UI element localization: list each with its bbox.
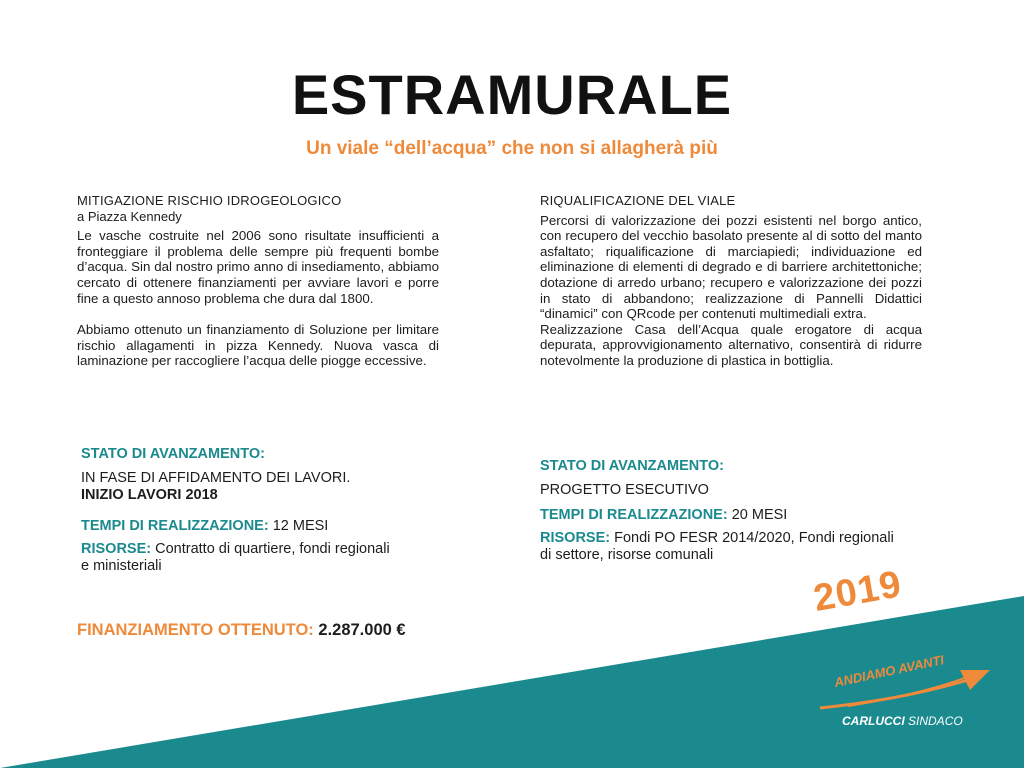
right-paragraph-2: Realizzazione Casa dell’Acqua quale erogatore di acqua depurata, approvvigionamento alternativo, consentirà di ridurre notevolmente la produzione di plastica in bottiglia. <box>540 321 922 368</box>
logo-name-bold: CARLUCCI <box>842 714 905 728</box>
left-risorse-row <box>81 541 401 575</box>
right-tempi-row <box>540 507 910 524</box>
right-stato-label: STATO DI AVANZAMENTO: <box>540 458 724 474</box>
page-subtitle: Un viale “dell’acqua” che non si allagherà più <box>306 138 718 159</box>
right-heading: RIQUALIFICAZIONE DEL VIALE <box>540 193 736 208</box>
right-stato-value: PROGETTO ESECUTIVO <box>540 482 709 498</box>
left-paragraph-2: Abbiamo ottenuto un finanziamento di Soluzione per limitare rischio allagamenti in pizza Kennedy. Nuova vasca di laminazione per raccogliere l’acqua delle piogge eccessive. <box>77 322 439 369</box>
page-title: ESTRAMURALE <box>291 63 733 126</box>
left-risorse-value: Contratto di quartiere, fondi regionali e ministeriali <box>81 541 390 574</box>
year-badge: 2019 <box>810 563 906 621</box>
financing-line <box>77 621 406 640</box>
right-risorse-row <box>540 530 900 564</box>
left-tempi-row <box>81 518 421 535</box>
left-column <box>77 193 439 369</box>
financing-label: FINANZIAMENTO OTTENUTO: <box>77 621 314 639</box>
left-stato-label: STATO DI AVANZAMENTO: <box>81 446 265 462</box>
right-tempi-label: TEMPI DI REALIZZAZIONE: <box>540 507 728 523</box>
right-status-block <box>540 458 910 564</box>
right-tempi-value: 20 MESI <box>731 507 788 523</box>
left-heading: MITIGAZIONE RISCHIO IDROGEOLOGICO <box>77 193 342 208</box>
left-subheading: a Piazza Kennedy <box>77 208 182 224</box>
right-risorse-label: RISORSE: <box>540 530 611 546</box>
logo-name <box>842 714 963 728</box>
logo-name-rest: SINDACO <box>908 714 963 728</box>
right-paragraph-1: Percorsi di valorizzazione dei pozzi esistenti nel borgo antico, con recupero del vecchio basolato presente al di sotto del manto asfaltato; riqualificazione di marciapiedi; individuazione ed eliminazione di elementi di degrado e di barriere architettoniche; dotazione di arredo urbano; recupero e valorizzazione dei pozzi in stato di abbandono; realizzazione di Pannelli Didattici “dinamici” con QRcode per contenuti multimediali extra. <box>540 212 922 322</box>
left-tempi-label: TEMPI DI REALIZZAZIONE: <box>81 518 269 534</box>
logo-slogan: ANDIAMO AVANTI <box>832 652 946 690</box>
left-paragraph-1: Le vasche costruite nel 2006 sono risultate insufficienti a fronteggiare il problema delle sempre più frequenti bombe d’acqua. Sin dal nostro primo anno di insediamento, abbiamo cercato di ottenere finanziamenti per avviare lavori e porre fine a questo annoso problema che dura dal 1800. <box>77 228 439 306</box>
right-risorse-value: Fondi PO FESR 2014/2020, Fondi regionali di settore, risorse comunali <box>540 530 894 563</box>
left-stato-value-2: INIZIO LAVORI 2018 <box>81 487 218 503</box>
right-column <box>540 193 922 369</box>
left-stato-value: IN FASE DI AFFIDAMENTO DEI LAVORI. <box>81 470 351 486</box>
left-risorse-label: RISORSE: <box>81 541 152 557</box>
left-status-block <box>81 446 421 575</box>
left-tempi-value: 12 MESI <box>272 518 329 534</box>
financing-value: 2.287.000 € <box>318 621 406 639</box>
